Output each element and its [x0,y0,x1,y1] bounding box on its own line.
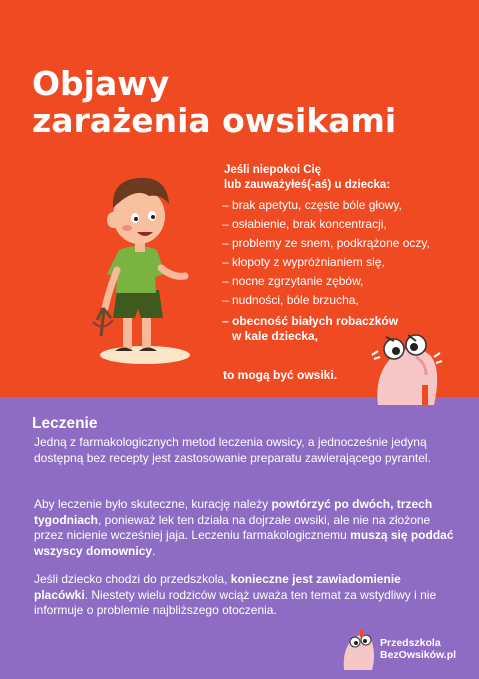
list-item: – nocne zgrzytanie zębów, [222,274,364,288]
symptoms-intro [224,163,390,193]
list-item: – brak apetytu, częste bóle głowy, [222,198,402,212]
title-line-1: Objawy [32,64,170,103]
paragraph-text: Jeśli dziecko chodzi do przedszkola, [34,572,231,586]
intro-line-2: lub zauważyłeś(-aś) u dziecka: [224,179,391,191]
list-item: – problemy ze snem, podkrążone oczy, [222,236,430,250]
title-line-2: zarażenia owsikami [32,100,397,140]
emphasis-text: powtórzyć po dwóch, trzech tygodniach [34,497,433,527]
worm-logo-icon [338,628,378,670]
logo-line-1: Przedszkola [380,637,441,649]
highlight-line-2: w kale dziecka, [232,329,319,343]
symptoms-conclusion: to mogą być owsiki. [223,368,338,382]
logo-line-2: BezOwsików.pl [380,649,457,661]
treatment-title: Leczenie [32,415,98,432]
paragraph-text: Aby leczenie było skuteczne, kurację należy [34,497,272,511]
paragraph-text: , ponieważ lek ten działa na dojrzałe owsiki, ale nie na złożone przez nicienie wcześniej jaja. Leczeniu farmakologicznemu [34,512,431,542]
symptoms-list [222,196,472,344]
page-title [32,66,396,140]
worm-mascot-illustration [364,327,448,405]
highlight-line-1: – obecność białych robaczków [222,314,399,328]
treatment-paragraph-3 [34,572,454,619]
paragraph-text: . [152,543,156,558]
cartoon-boy-illustration [75,158,215,368]
brand-logo [338,628,474,670]
emphasis-text: muszą się poddać wszyscy domownicy [34,528,454,558]
list-item: – nudności, bóle brzucha, [222,293,359,307]
list-item: – kłopoty z wypróżnianiem się, [222,255,385,269]
treatment-paragraph-1: Jedną z farmakologicznych metod leczenia owsicy, a jednocześnie jedyną dostępną bez recepty jest zastosowanie preparatu zawierającego pyrantel. [34,435,431,465]
brand-logo-text [380,637,456,661]
paragraph-text: . Niestety wielu rodziców wciąż uważa ten temat za wstydliwy i nie informuje o problemie najbliższego otoczenia. [34,587,437,617]
list-item: – osłabienie, brak koncentracji, [222,217,387,231]
intro-line-1: Jeśli niepokoi Cię [224,164,322,176]
emphasis-text: konieczne jest zawiadomienie placówki [34,572,401,602]
treatment-paragraph-2 [34,497,454,559]
